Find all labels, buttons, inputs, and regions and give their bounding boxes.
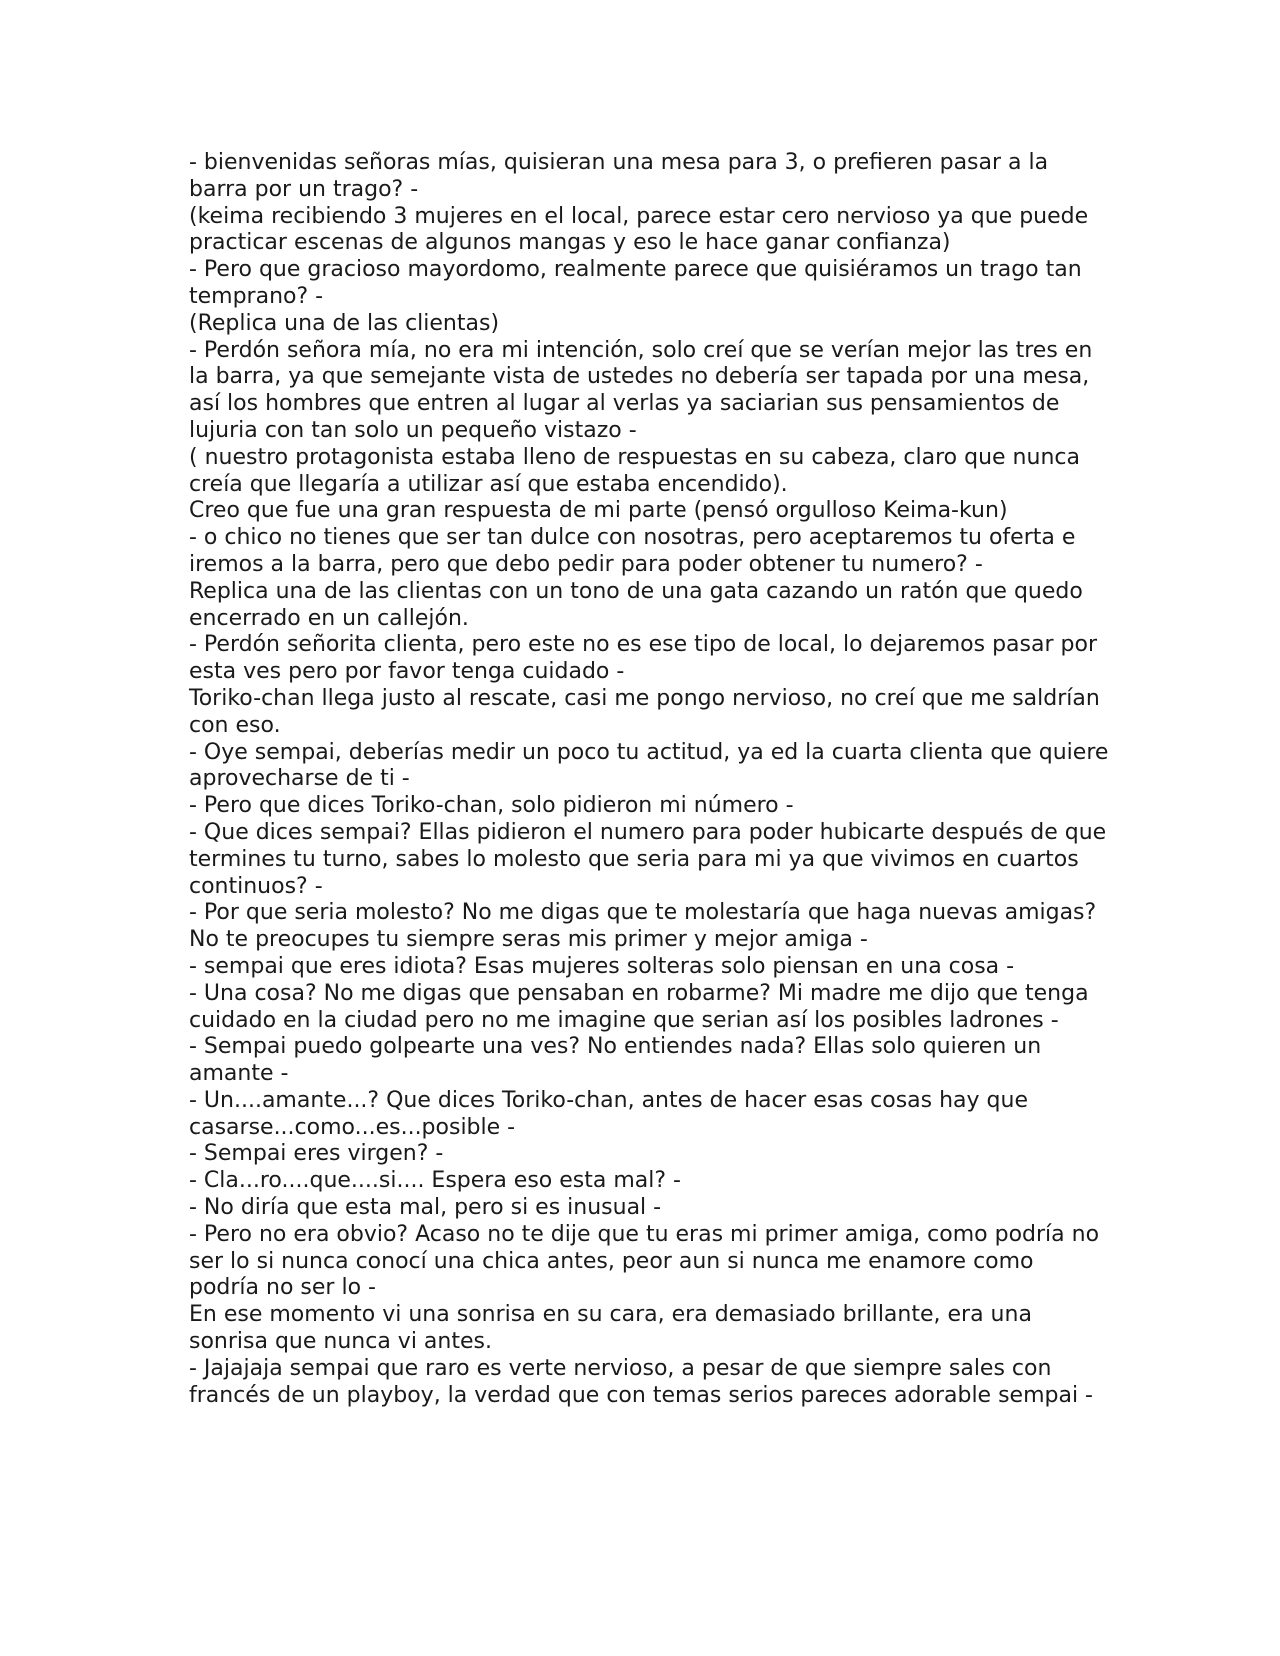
paragraph: - Una cosa? No me digas que pensaban en robarme? Mi madre me dijo que tenga cuidado en la ciudad pero no me imagine que serian así los posibles ladrones -	[189, 980, 1089, 1033]
paragraph: - bienvenidas señoras mías, quisieran una mesa para 3, o prefieren pasar a la barra por un trago? -	[189, 150, 1049, 202]
paragraph: - Cla...ro....que....si.... Espera eso esta mal? -	[189, 1168, 681, 1194]
paragraph: - o chico no tienes que ser tan dulce con nosotras, pero aceptaremos tu oferta e iremos a la barra, pero que debo pedir para poder obtener tu numero? -	[189, 525, 1076, 577]
paragraph: - Jajajaja sempai que raro es verte nervioso, a pesar de que siempre sales con francés de un playboy, la verdad que con temas serios pareces adorable sempai -	[189, 1355, 1093, 1408]
paragraph: - Perdón señorita clienta, pero este no es ese tipo de local, lo dejaremos pasar por esta ves pero por favor tenga cuidado -	[189, 632, 1097, 685]
paragraph: - Un....amante...? Que dices Toriko-chan, antes de hacer esas cosas hay que casarse...como...es...posible -	[189, 1087, 1028, 1140]
paragraph: En ese momento vi una sonrisa en su cara, era demasiado brillante, era una sonrisa que nunca vi antes.	[189, 1302, 1032, 1355]
paragraph: Creo que fue una gran respuesta de mi parte (pensó orgulloso Keima-kun)	[189, 498, 1008, 524]
paragraph: - Pero que dices Toriko-chan, solo pidieron mi número -	[189, 793, 794, 819]
paragraph: - Por que seria molesto? No me digas que te molestaría que haga nuevas amigas? No te preocupes tu siempre seras mis primer y mejor amiga -	[189, 900, 1097, 953]
paragraph: - sempai que eres idiota? Esas mujeres solteras solo piensan en una cosa -	[189, 953, 1015, 979]
paragraph: (keima recibiendo 3 mujeres en el local, parece estar cero nervioso ya que puede practicar escenas de algunos mangas y eso le hace ganar confianza)	[189, 203, 1089, 256]
paragraph: - Sempai puedo golpearte una ves? No entiendes nada? Ellas solo quieren un amante -	[189, 1034, 1042, 1087]
paragraph: - Pero que gracioso mayordomo, realmente parece que quisiéramos un trago tan temprano? -	[189, 257, 1082, 309]
paragraph: - Sempai eres virgen? -	[189, 1141, 444, 1167]
paragraph: Toriko-chan llega justo al rescate, casi me pongo nervioso, no creí que me saldrían con eso.	[189, 685, 1100, 738]
document-body	[189, 150, 1109, 1409]
paragraph: - Perdón señora mía, no era mi intención, solo creí que se verían mejor las tres en la barra, ya que semejante vista de ustedes no debería ser tapada por una mesa, así los hombres que entren al lugar al verlas ya saciarian sus pensamientos de lujuria con tan solo un pequeño vistazo -	[189, 337, 1093, 443]
paragraph: Replica una de las clientas con un tono de una gata cazando un ratón que quedo encerrado en un callejón.	[189, 578, 1083, 631]
paragraph: - Pero no era obvio? Acaso no te dije que tu eras mi primer amiga, como podría no ser lo si nunca conocí una chica antes, peor aun si nunca me enamore como podría no ser lo -	[189, 1221, 1100, 1301]
paragraph: (Replica una de las clientas)	[189, 310, 500, 336]
paragraph: - No diría que esta mal, pero si es inusual -	[189, 1195, 662, 1221]
paragraph: ( nuestro protagonista estaba lleno de respuestas en su cabeza, claro que nunca creía que llegaría a utilizar así que estaba encendido).	[189, 444, 1080, 497]
paragraph: - Que dices sempai? Ellas pidieron el numero para poder hubicarte después de que termines tu turno, sabes lo molesto que seria para mi ya que vivimos en cuartos continuos? -	[189, 819, 1107, 899]
paragraph: - Oye sempai, deberías medir un poco tu actitud, ya ed la cuarta clienta que quiere aprovecharse de ti -	[189, 739, 1109, 792]
